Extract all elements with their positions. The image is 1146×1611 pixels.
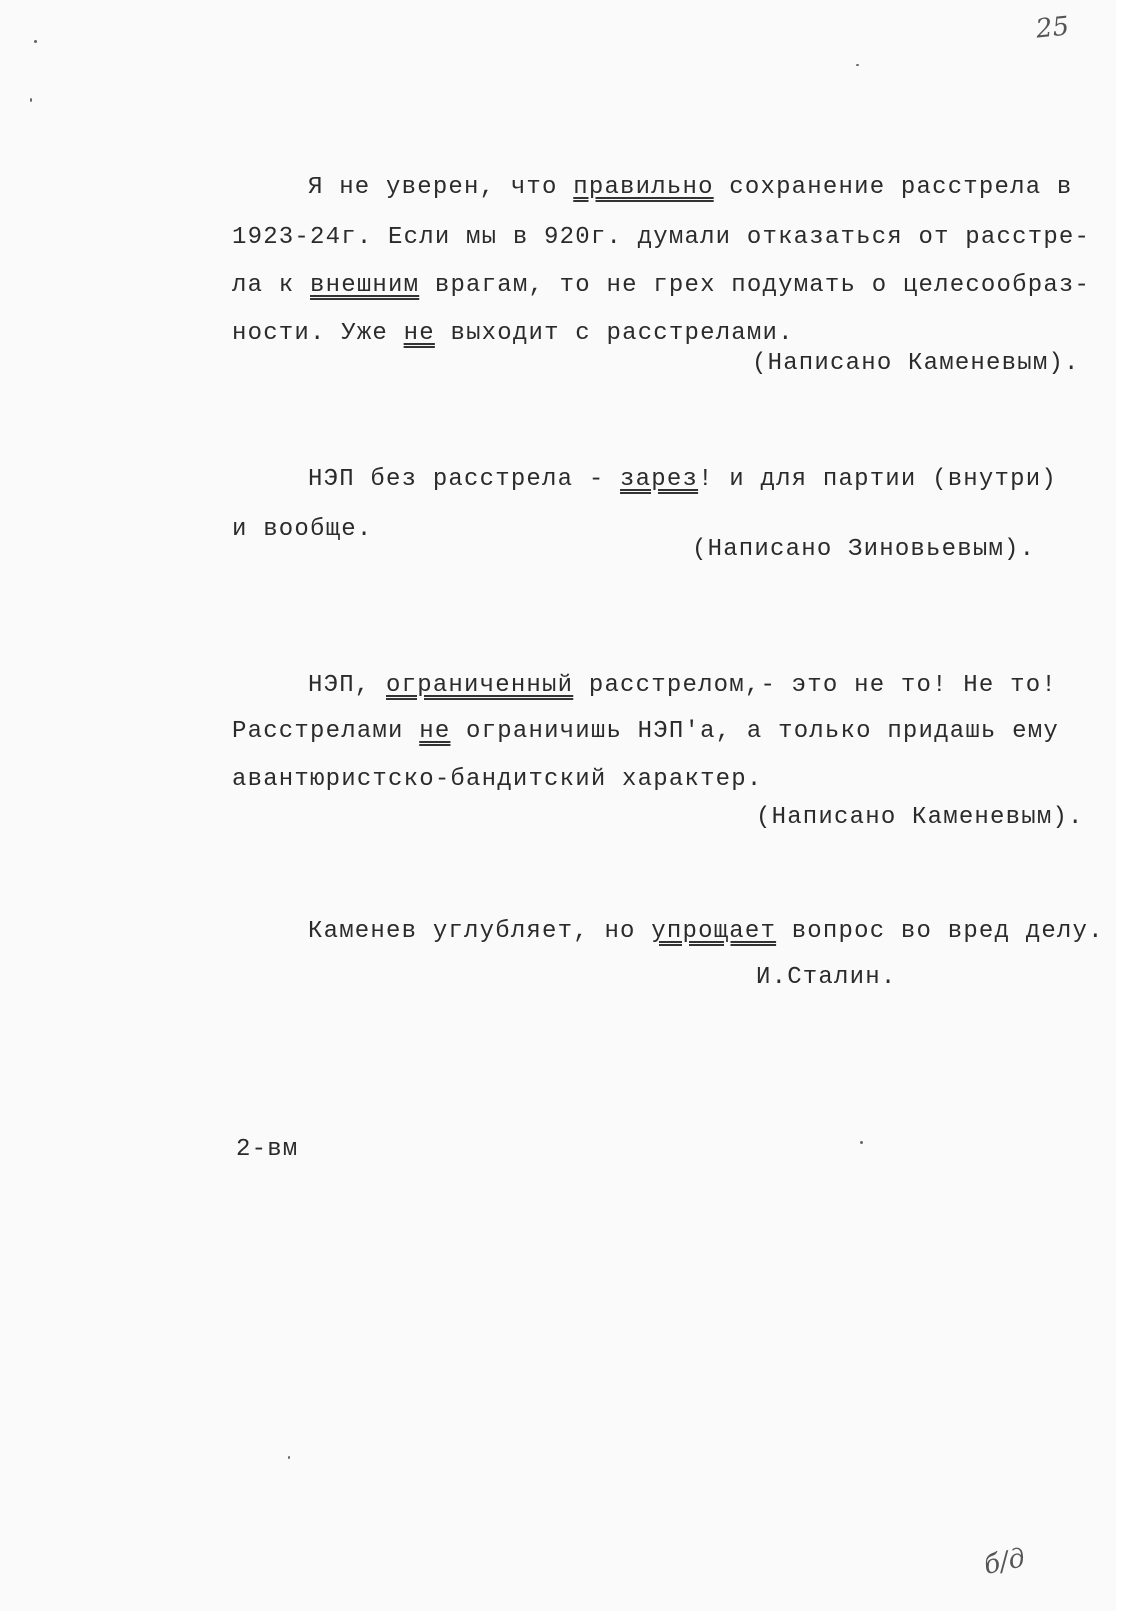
paragraph1-line1 xyxy=(308,174,1073,202)
text-segment: НЭП, xyxy=(308,672,387,699)
archive-page-number: 25 xyxy=(1034,11,1071,45)
underlined-word: правильно xyxy=(573,174,714,201)
text-segment: ности. Уже xyxy=(232,320,404,347)
underlined-word: не xyxy=(403,320,435,347)
text-segment: врагам, то не грех подумать о целесообраз- xyxy=(419,272,1091,299)
underlined-word: не xyxy=(419,718,451,745)
paragraph1-attribution: (Написано Каменевым). xyxy=(752,350,1080,377)
paragraph3-attribution: (Написано Каменевым). xyxy=(756,804,1084,831)
signature-stalin: И.Сталин. xyxy=(756,964,897,991)
text-segment: Каменев углубляет, но xyxy=(308,918,652,945)
text-segment: ла к xyxy=(232,272,311,299)
handwritten-note: б/д xyxy=(981,1543,1028,1581)
paragraph3-line3: авантюристско-бандитский характер. xyxy=(232,766,763,793)
text-segment: ограничишь НЭП'а, а только придашь ему xyxy=(450,718,1059,745)
paragraph1-line2: 1923-24г. Если мы в 920г. думали отказаться от расстре- xyxy=(232,224,1091,251)
text-segment: выходит с расстрелами. xyxy=(434,320,794,347)
paragraph4-line1 xyxy=(308,918,1104,946)
text-segment: расстрелом,- это не то! Не то! xyxy=(573,672,1057,699)
scan-speck xyxy=(860,1141,863,1144)
underlined-word: ограниченный xyxy=(386,672,574,699)
underlined-word: упрощает xyxy=(651,918,777,945)
paragraph1-line3 xyxy=(232,272,1090,300)
typist-mark: 2-вм xyxy=(236,1136,299,1163)
paragraph3-line2 xyxy=(232,718,1059,746)
text-segment: Я не уверен, что xyxy=(308,174,574,201)
text-segment: сохранение расстрела в xyxy=(713,174,1073,201)
paragraph3-line1 xyxy=(308,672,1057,700)
paragraph2-attribution: (Написано Зиновьевым). xyxy=(692,536,1036,563)
underlined-word: внешним xyxy=(310,272,420,299)
text-segment: Расстрелами xyxy=(232,718,420,745)
scan-speck xyxy=(856,64,859,66)
scan-speck xyxy=(30,98,32,102)
underlined-word: зарез xyxy=(620,466,699,493)
scan-speck xyxy=(288,1456,290,1459)
paragraph2-line1 xyxy=(308,466,1057,494)
paragraph1-line4 xyxy=(232,320,794,348)
text-segment: ! и для партии (внутри) xyxy=(698,466,1057,493)
text-segment: НЭП без расстрела - xyxy=(308,466,621,493)
scan-speck xyxy=(34,40,37,43)
text-segment: вопрос во вред делу. xyxy=(776,918,1104,945)
paragraph2-line2: и вообще. xyxy=(232,516,373,543)
